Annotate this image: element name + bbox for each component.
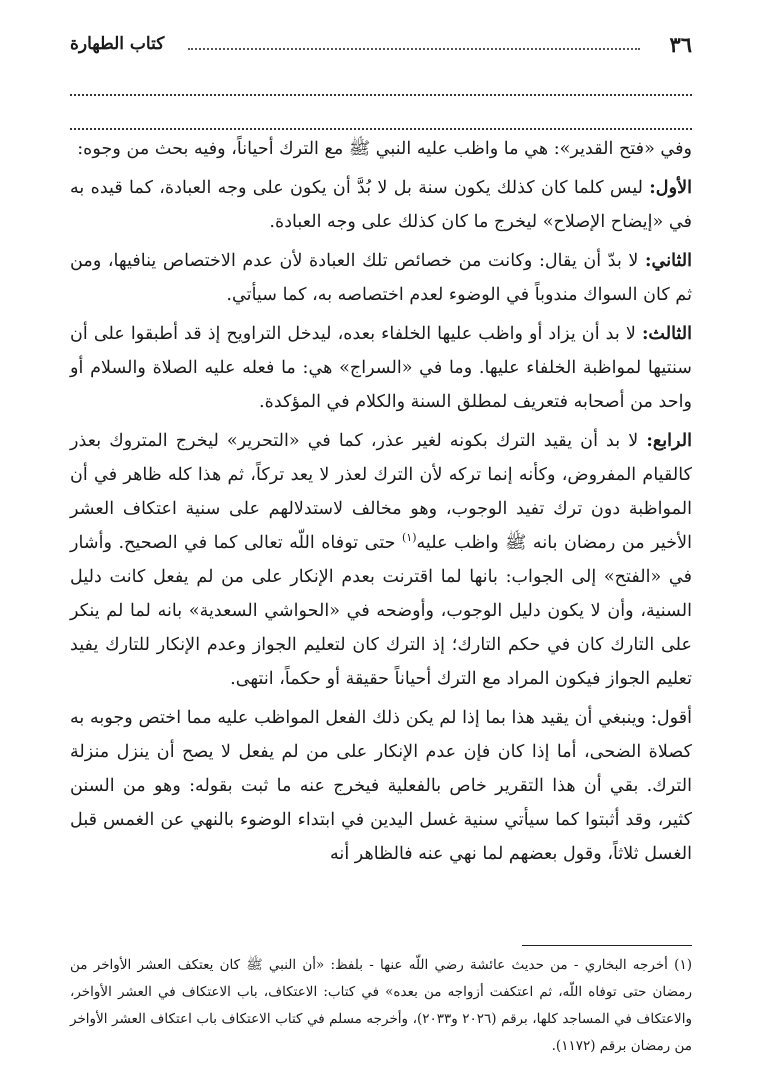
footnote-reference[interactable]: (١) bbox=[401, 531, 417, 545]
paragraph-third-text: لا بد أن يزاد أو واظب عليها الخلفاء بعده، ليدخل التراويح إذ قد أطبقوا على أن سنتيها لمواظبة الخلفاء عليها. وما في «السراج» هي: ما فعله عليه الصلاة والسلام أو واحد من أصحابه فتعريف لمطلق السنة والكلام في المؤكدة. bbox=[70, 324, 692, 412]
label-second: الثاني: bbox=[645, 250, 693, 271]
page-number: ٣٦ bbox=[669, 32, 692, 57]
paragraph-intro bbox=[70, 132, 692, 166]
main-text bbox=[70, 132, 692, 876]
bottom-dotted-rule bbox=[70, 128, 692, 130]
footnotes bbox=[70, 952, 692, 1060]
top-dotted-rule bbox=[70, 94, 692, 96]
label-first: الأول: bbox=[649, 177, 692, 198]
paragraph-fourth-text-b: حتى توفاه اللّه تعالى كما في الصحيح. وأشار في «الفتح» إلى الجواب: بانها لما اقترنت بعدم الإنكار على من لم يفعل كانت دليل السنية، وأن لا يكون دليل الوجوب، وأوضحه في «الحواشي السعدية» بانه لما لم ينكر على التارك كان في حكم التارك؛ إذ الترك كان لتعليم الجواز وعدم الإنكار للتارك يفيد تعليم الجواز فيكون المراد مع الترك أحياناً حقيقة أو حكماً، انتهى. bbox=[70, 533, 692, 689]
paragraph-second-text: لا بدّ أن يقال: وكانت من خصائص تلك العبادة لأن عدم الاختصاص ينافيها، ومن ثم كان السواك مندوباً في الوضوء لعدم اختصاصه به، كما سيأتي. bbox=[70, 251, 692, 305]
label-third: الثالث: bbox=[641, 323, 692, 344]
paragraph-aqul bbox=[70, 701, 692, 871]
paragraph-third bbox=[70, 317, 692, 419]
paragraph-first bbox=[70, 171, 692, 239]
footnote-separator bbox=[522, 945, 692, 946]
paragraph-intro-text: وفي «فتح القدير»: هي ما واظب عليه النبي ﷺ مع الترك أحياناً، وفيه بحث من وجوه: bbox=[77, 139, 692, 159]
page-header bbox=[70, 30, 692, 60]
footnote-1: (١) أخرجه البخاري - من حديث عائشة رضي اللّه عنها - بلفظ: «أن النبي ﷺ كان يعتكف العشر الأواخر من رمضان حتى توفاه اللّه، ثم اعتكفت أزواجه من بعده» في كتاب: الاعتكاف، باب الاعتكاف في العشر الأواخر، والاعتكاف في المساجد كلها، برقم (٢٠٢٦ و٢٠٣٣)، وأخرجه مسلم في كتاب الاعتكاف باب اعتكاف العشر الأواخر من رمضان برقم (١١٧٢). bbox=[70, 957, 692, 1054]
label-fourth: الرابع: bbox=[646, 430, 693, 451]
running-title: كتاب الطهارة bbox=[70, 34, 165, 54]
paragraph-aqul-text: أقول: وينبغي أن يقيد هذا بما إذا لم يكن ذلك الفعل المواظب عليه مما اختص وجوبه به كصلاة الضحى، أما إذا كان فإن عدم الإنكار على من لم يفعل لا يصح أن ينزل منزلة الترك. بقي أن هذا التقرير خاص بالفعلية فيخرج عنه ما ثبت بقوله: وهو من السنن كثير، وقد أثبتوا كما سيأتي سنية غسل اليدين في ابتداء الوضوء بالنهي عن الغمس قبل الغسل ثلاثاً، وقول بعضهم لما نهي عنه فالظاهر أنه bbox=[70, 708, 692, 864]
header-dotted-leader bbox=[188, 48, 640, 50]
paragraph-first-text: ليس كلما كان كذلك يكون سنة بل لا بُدَّ أن يكون على وجه العبادة، كما قيده به في «إيضاح الإصلاح» ليخرج ما كان كذلك على وجه العبادة. bbox=[70, 178, 692, 232]
paragraph-fourth-text-a: لا بد أن يقيد الترك بكونه لغير عذر، كما في «التحرير» ليخرج المتروك بعذر كالقيام المفروض، وكأنه إنما تركه لأن الترك لعذر لا يعد تركاً، ثم هذا كله ظاهر في أن المواظبة دون ترك تفيد الوجوب، وهو مخالف لاستدلالهم على سنية اعتكاف العشر الأخير من رمضان بانه ﷺ واظب عليه bbox=[70, 431, 692, 553]
paragraph-fourth bbox=[70, 424, 692, 696]
paragraph-second bbox=[70, 244, 692, 312]
